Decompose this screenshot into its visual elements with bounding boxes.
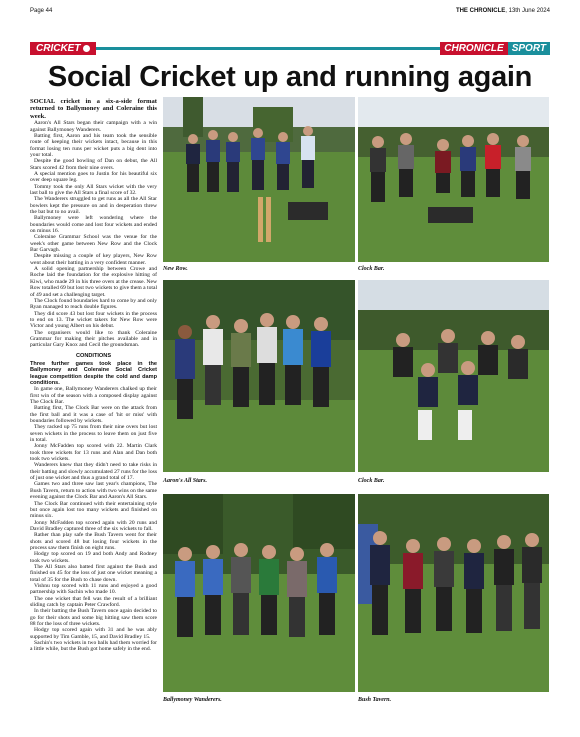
article-paragraph: Sachin's two wickets in two balls had them worried for a little while, but the Bush got home safely in the end. <box>30 640 157 653</box>
article-paragraph: Vishnu top scored with 11 runs and enjoyed a good partnership with Sachin who made 10. <box>30 582 157 596</box>
photo-clock-bar-1 <box>358 97 549 262</box>
section-brand: CHRONICLE SPORT <box>440 42 550 55</box>
article-paragraph: Coleraine Grammar School was the venue for the week's other game between New Row and the Clock Bar Garvagh. <box>30 234 157 254</box>
photo-caption-ballymoney-wanderers: Ballymoney Wanderers. <box>163 697 222 703</box>
photo-bush-tavern <box>358 494 549 692</box>
page-number: Page 44 <box>30 8 53 14</box>
section-rule <box>96 47 440 50</box>
photo-new-row <box>163 97 355 262</box>
subhead: CONDITIONS <box>75 352 112 359</box>
article-paragraph: In game one, Ballymoney Wanderers chalked up their first win of the season with a composed display against The Clock Bar. <box>30 386 157 405</box>
article-paragraph: Batting first, The Clock Bar were on the attack from the first ball and it was a case of 'hit or miss' with boundaries followed by wickets. <box>30 405 157 425</box>
lede-second: Three further games took place in the Ballymoney and Coleraine Social Cricket league competition despite the cold and damp conditions. <box>30 360 157 386</box>
photo-clock-bar-2 <box>358 280 549 472</box>
article-paragraph: The Clock Bar continued with their entertaining style but once again lost too many wickets and finished on minus six. <box>30 500 157 520</box>
article-paragraph: The All Stars also batted first against the Bush and finished on 45 for the loss of just one wicket meaning a total of 35 for the Bush to chase down. <box>30 563 157 583</box>
article-paragraph: SOCIAL cricket in a six-a-side format returned to Ballymoney and Coleraine this week. <box>30 98 157 120</box>
article-paragraph: Despite missing a couple of key players, New Row went about their batting in a very confident manner. <box>30 253 157 266</box>
article-paragraph: Wanderers knew that they didn't need to take risks in their batting and slowly accumulated 27 runs for the loss of just one wicket and thus a grand total of 17. <box>30 462 157 482</box>
article-paragraph: The Wanderers struggled to get runs as all the All Star bowlers kept the pressure on and in desperation threw the bat but to no avail. <box>30 196 157 216</box>
article-paragraph: Batting first, Aaron and his team took the sensible route of keeping their wickets intact, because in this format losing ten runs per wicket puts a big dent into your total. <box>30 132 157 158</box>
article-paragraph: Despite the good bowling of Dan on debut, the All Stars scored 42 from their nine overs. <box>30 158 157 171</box>
article-paragraph: In their batting the Bush Tavern once again decided to go for their shots and some big hitting saw them score 88 for the loss of three wickets. <box>30 608 157 628</box>
page-header <box>30 6 550 16</box>
photo-caption-clock-bar-1: Clock Bar. <box>358 266 385 272</box>
article-paragraph: Jonny McFadden top scored again with 20 runs and David Bradley captured three of the six wickets to fall. <box>30 519 157 532</box>
photo-caption-bush-tavern: Bush Tavern. <box>358 697 392 703</box>
article-paragraph: The Clock found boundaries hard to come by and only Ryan managed to reach double figures. <box>30 297 157 311</box>
article-paragraph: The one wicket that fell was the result of a brilliant sliding catch by captain Peter Crawford. <box>30 595 157 608</box>
article-paragraph: Aaron's All Stars began their campaign with a win against Ballymoney Wanderers. <box>30 120 157 133</box>
article-paragraph: A solid opening partnership between Crowe and Roche laid the foundation for the explosive hitting of Kiwi, who made 29 in his three overs at the crease. New Row totalled 69 but lost two wickets to give them a total of 49 and set a challenging target. <box>30 266 157 298</box>
photo-ballymoney-wanderers <box>163 494 355 692</box>
article-paragraph: Rather than play safe the Bush Tavern went for their shots and scored 48 but losing four wickets in the process saw them finish on eight runs. <box>30 532 157 551</box>
article-paragraphs-second <box>30 386 157 652</box>
article-paragraph: Hodgy top scored again with 31 and he was ably supported by Tim Gamble, 15, and David Bradley 15. <box>30 627 157 640</box>
headline: Social Cricket up and running again <box>47 61 533 93</box>
article-paragraph: Jonny McFadden top scored with 22. Martin Clark took three wickets for 13 runs and Alan and Dan both took two wickets. <box>30 443 157 463</box>
photo-caption-clock-bar-2: Clock Bar. <box>358 478 385 484</box>
section-label: CRICKET <box>30 42 96 55</box>
article-paragraphs <box>30 98 157 349</box>
photo-caption-new-row: New Row. <box>163 266 188 272</box>
article-paragraph: A special mention goes to Justin for his beautiful six over deep square leg. <box>30 170 157 184</box>
cricket-ball-icon <box>83 45 90 52</box>
photo-caption-aarons-all-stars: Aaron's All Stars. <box>163 478 207 484</box>
article-paragraph: Ballymoney were left wondering where the boundaries would come and lost four wickets and ended on minus 16. <box>30 215 157 235</box>
issue-date: , 13th June 2024 <box>505 8 550 14</box>
section-bar <box>30 42 550 55</box>
article-paragraph: The organisers would like to thank Coleraine Grammar for making their pitches available and in particular Gary Knox and Cecil the groundsman. <box>30 329 157 349</box>
article-paragraph: They did score 43 but lost four wickets in the process to end on 13. The wicket takers for New Row were Victor and young Albert on his debut. <box>30 310 157 330</box>
article-paragraph: Games two and three saw last year's champions, The Bush Tavern, return to action with two wins on the same evening against the Clock Bar and Aaron's All Stars. <box>30 481 157 501</box>
article-paragraph: They racked up 75 runs from their nine overs but lost seven wickets in the process to leave them on just five in total. <box>30 424 157 444</box>
masthead: THE CHRONICLE <box>455 8 506 14</box>
photo-aarons-all-stars <box>163 280 355 472</box>
article-paragraph: Tommy took the only All Stars wicket with the very last ball to give the All Stars a final score of 32. <box>30 183 157 196</box>
article-body <box>30 98 157 653</box>
article-paragraph: Hodgy top scored on 19 and both Andy and Rodney took two wickets. <box>30 551 157 564</box>
